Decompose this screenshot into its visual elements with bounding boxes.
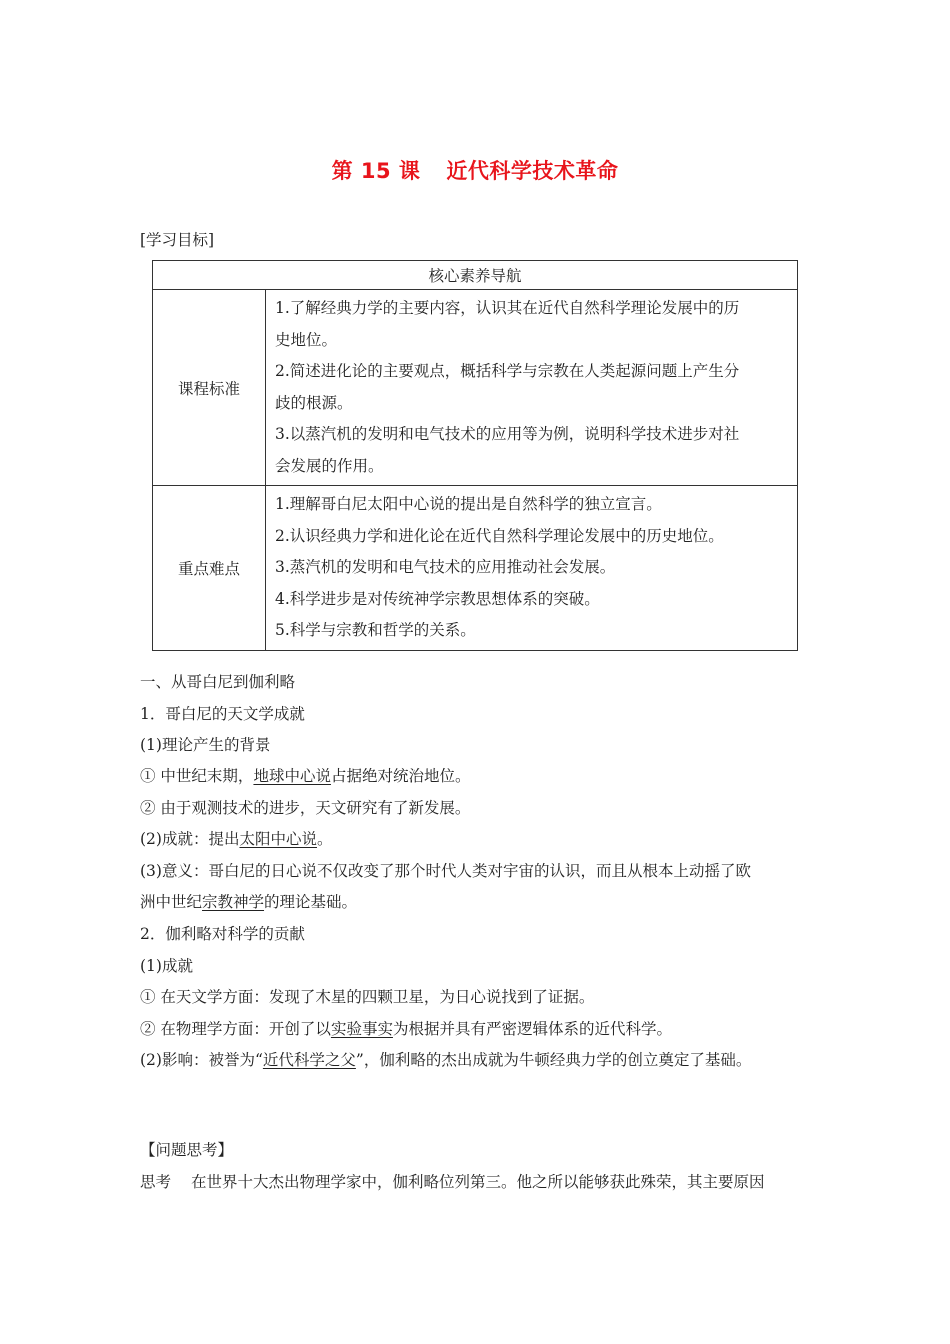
- paragraph: (1)理论产生的背景: [140, 736, 271, 754]
- paragraph: (1)成就: [140, 957, 193, 975]
- list-item: 歧的根源。: [275, 393, 353, 412]
- lesson-name: 近代科学技术革命: [446, 159, 619, 183]
- list-item: 3.蒸汽机的发明和电气技术的应用推动社会发展。: [275, 558, 616, 576]
- text: (2)影响：被誉为“: [140, 1051, 263, 1069]
- learning-goals-label: [学习目标]: [140, 231, 215, 249]
- underlined-term: 实验事实: [330, 1020, 393, 1038]
- list-item: 2.认识经典力学和进化论在近代自然科学理论发展中的历史地位。: [275, 526, 724, 545]
- paragraph: (3)意义：哥白尼的日心说不仅改变了那个时代人类对宇宙的认识，而且从根本上动摇了欧: [140, 862, 751, 880]
- underlined-term: 地球中心说: [253, 767, 331, 785]
- text: ① 中世纪末期，: [140, 767, 254, 785]
- row-label-curriculum: 课程标准: [153, 290, 266, 486]
- paragraph: [140, 1050, 751, 1070]
- paragraph: [140, 892, 357, 912]
- paragraph: [140, 1019, 672, 1039]
- list-item: 2.简述进化论的主要观点，概括科学与宗教在人类起源问题上产生分: [275, 362, 740, 380]
- list-item: 史地位。: [275, 330, 338, 349]
- paragraph: ② 由于观测技术的进步，天文研究有了新发展。: [140, 799, 471, 817]
- list-item: 1.理解哥白尼太阳中心说的提出是自然科学的独立宣言。: [275, 495, 662, 513]
- subsection-heading: 2．伽利略对科学的贡献: [140, 925, 305, 943]
- question-text: [140, 1172, 765, 1192]
- table-header: 核心素养导航: [153, 261, 798, 290]
- row-label-key-points: 重点难点: [153, 486, 266, 651]
- underlined-term: 近代科学之父: [262, 1051, 356, 1069]
- curriculum-items: [266, 290, 798, 486]
- core-literacy-table: [152, 260, 798, 651]
- text: 洲中世纪: [140, 893, 203, 911]
- paragraph: [140, 829, 333, 849]
- list-item: 5.科学与宗教和哲学的关系。: [275, 621, 476, 639]
- text: (2)成就：提出: [140, 830, 240, 848]
- list-item: 3.以蒸汽机的发明和电气技术的应用等为例，说明科学技术进步对社: [275, 425, 740, 443]
- underlined-term: 宗教神学: [202, 893, 265, 911]
- list-item: 4.科学进步是对传统神学宗教思想体系的突破。: [275, 589, 600, 608]
- lesson-title: [0, 155, 950, 185]
- text: 。: [316, 830, 333, 848]
- paragraph: ① 在天文学方面：发现了木星的四颗卫星，为日心说找到了证据。: [140, 988, 595, 1006]
- section-heading: 一、从哥白尼到伽利略: [140, 673, 296, 691]
- text: 占据绝对统治地位。: [330, 767, 471, 785]
- list-item: 1.了解经典力学的主要内容，认识其在近代自然科学理论发展中的历: [275, 299, 740, 317]
- list-item: 会发展的作用。: [275, 456, 384, 475]
- lesson-number: 第 15 课: [331, 159, 421, 183]
- text: ”，伽利略的杰出成就为牛顿经典力学的创立奠定了基础。: [355, 1051, 752, 1069]
- text: 为根据并具有严密逻辑体系的近代科学。: [392, 1020, 672, 1038]
- subsection-heading: 1．哥白尼的天文学成就: [140, 705, 305, 723]
- text: ② 在物理学方面：开创了以: [140, 1020, 331, 1038]
- question-heading: 【问题思考】: [140, 1141, 234, 1159]
- question-label: 思考: [140, 1173, 172, 1191]
- question-body: 在世界十大杰出物理学家中，伽利略位列第三。他之所以能够获此殊荣，其主要原因: [191, 1173, 765, 1191]
- key-points-items: [266, 486, 798, 651]
- text: 的理论基础。: [264, 893, 358, 911]
- paragraph: [140, 766, 470, 786]
- underlined-term: 太阳中心说: [239, 830, 317, 848]
